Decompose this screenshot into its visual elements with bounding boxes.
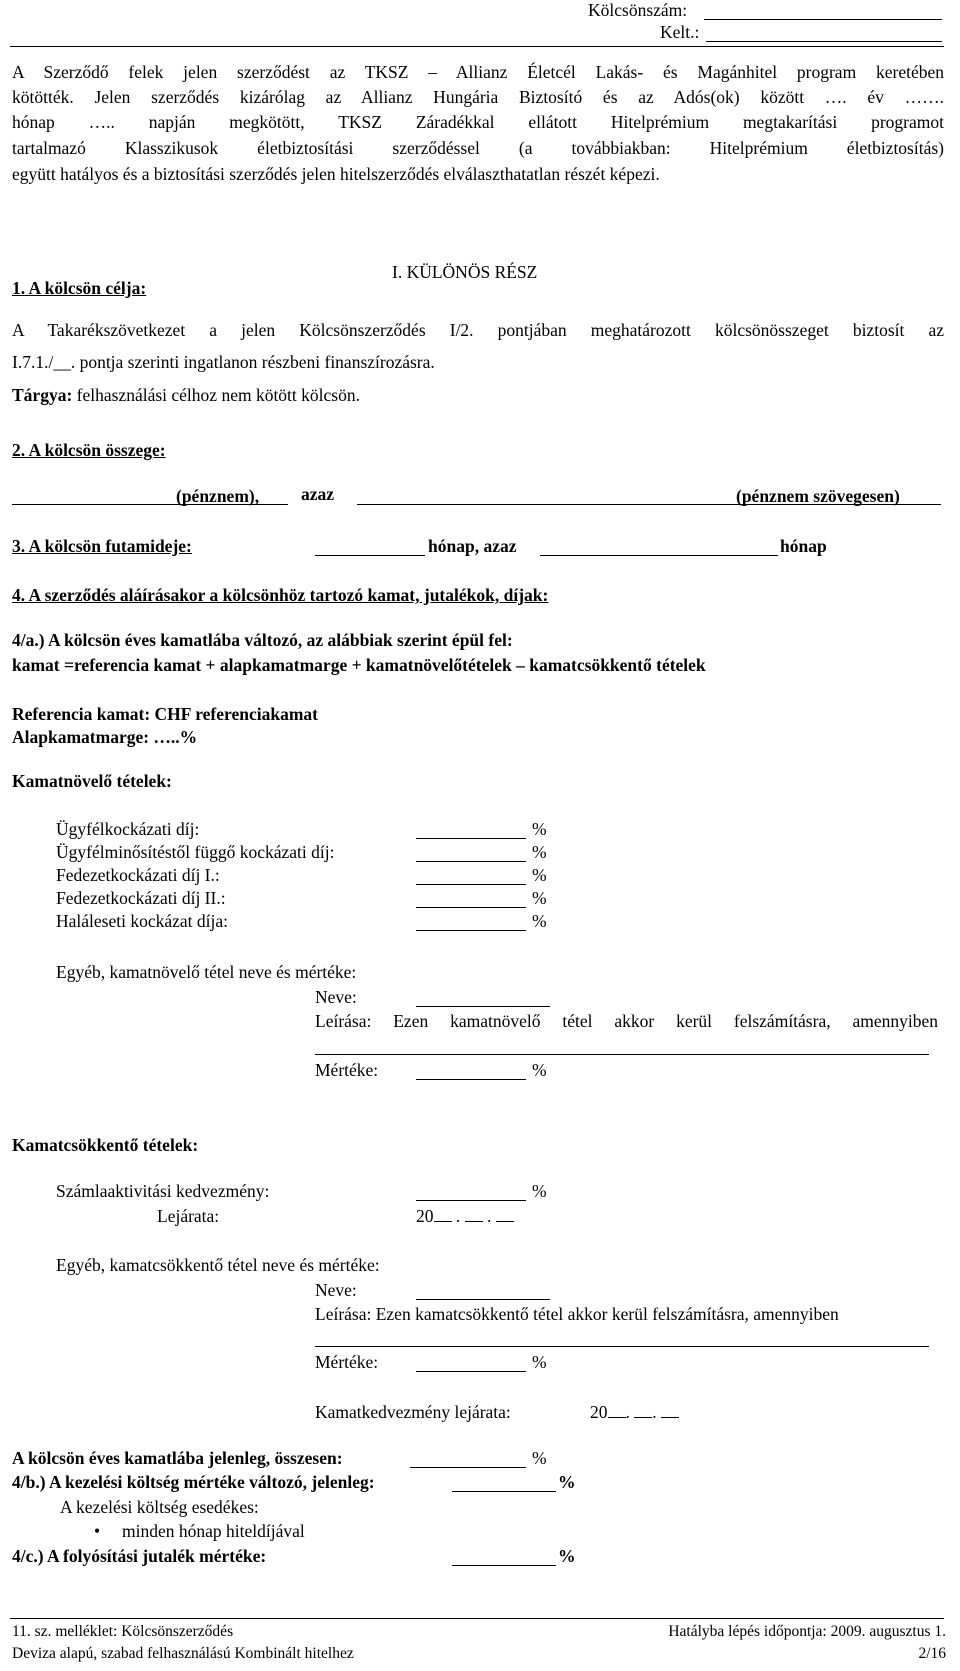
pct-3: % bbox=[532, 865, 547, 885]
increase-blank-4 bbox=[416, 907, 526, 908]
increase-item-4: Fedezetkockázati díj II.: bbox=[56, 888, 226, 908]
increase-rate-pct: % bbox=[532, 1060, 547, 1080]
increase-name-blank bbox=[416, 1006, 550, 1007]
fee-pct: % bbox=[558, 1472, 576, 1492]
decrease-other: Egyéb, kamatcsökkentő tétel neve és mértéke: bbox=[56, 1255, 380, 1275]
annual-rate-blank bbox=[410, 1467, 526, 1468]
increase-desc-blank bbox=[315, 1054, 929, 1055]
header-rule bbox=[10, 46, 944, 47]
decrease-rate-blank bbox=[416, 1371, 526, 1372]
footer-rule bbox=[10, 1618, 944, 1619]
increase-blank-5 bbox=[416, 930, 526, 931]
commission-blank bbox=[452, 1565, 556, 1566]
decrease-rate-pct: % bbox=[532, 1352, 547, 1372]
increase-item-5: Haláleseti kockázat díja: bbox=[56, 911, 229, 931]
pct-2: % bbox=[532, 842, 547, 862]
pct-4: % bbox=[532, 888, 547, 908]
term-blank-1 bbox=[315, 555, 425, 556]
subject-value: felhasználási célhoz nem kötött kölcsön. bbox=[76, 385, 360, 405]
term-month-azaz: hónap, azaz bbox=[428, 536, 517, 556]
increase-item-1: Ügyfélkockázati díj: bbox=[56, 819, 200, 839]
section-4c: 4/c.) A folyósítási jutalék mértéke: bbox=[12, 1546, 267, 1566]
fee-blank bbox=[452, 1491, 556, 1492]
page-number: 2/16 bbox=[918, 1645, 946, 1662]
decrease-name-blank bbox=[416, 1299, 550, 1300]
increase-heading: Kamatnövelő tételek: bbox=[12, 771, 172, 791]
bullet-icon: • bbox=[94, 1521, 101, 1541]
date-blank bbox=[706, 41, 942, 42]
loan-number-label: Kölcsönszám: bbox=[588, 0, 688, 20]
section-4b: 4/b.) A kezelési költség mértéke változó, jelenleg: bbox=[12, 1472, 375, 1492]
currency-label: (pénznem), bbox=[176, 486, 260, 506]
expiry-value: 20 . . bbox=[416, 1206, 514, 1227]
discount-expiry-value: 20 . . bbox=[590, 1402, 679, 1423]
increase-blank-1 bbox=[416, 838, 526, 839]
commission-pct: % bbox=[558, 1546, 576, 1566]
decrease-heading: Kamatcsökkentő tételek: bbox=[12, 1135, 199, 1155]
section-4-heading: 4. A szerződés aláírásakor a kölcsönhöz tartozó kamat, jutalékok, díjak: bbox=[12, 585, 549, 605]
expiry-label: Lejárata: bbox=[157, 1206, 220, 1226]
increase-item-3: Fedezetkockázati díj I.: bbox=[56, 865, 220, 885]
loan-number-blank bbox=[704, 19, 942, 20]
section-1-line-2: I.7.1./__. pontja szerinti ingatlanon részbeni finanszírozásra. bbox=[12, 352, 435, 372]
increase-desc: Leírása: Ezen kamatnövelő tétel akkor kerül felszámításra, amennyiben bbox=[315, 1011, 938, 1031]
currency-text-label: (pénznem szövegesen) bbox=[736, 486, 900, 506]
discount-year-prefix: 20 bbox=[590, 1402, 608, 1422]
term-blank-2 bbox=[540, 555, 778, 556]
intro-line-2: kötötték. Jelen szerződés kizárólag az Allianz Hungária Biztosító és az Adós(ok) között …. év ……. bbox=[12, 87, 944, 107]
section-4a-line-2: kamat =referencia kamat + alapkamatmarge + kamatnövelőtételek – kamatcsökkentő tételek bbox=[12, 655, 706, 675]
decrease-name-label: Neve: bbox=[315, 1280, 357, 1300]
decrease-desc: Leírása: Ezen kamatcsökkentő tétel akkor kerül felszámításra, amennyiben bbox=[315, 1304, 839, 1324]
expiry-year-prefix: 20 bbox=[416, 1206, 434, 1226]
reference-rate: Referencia kamat: CHF referenciakamat bbox=[12, 704, 318, 724]
increase-rate-blank bbox=[416, 1079, 526, 1080]
section-4a-line-1: 4/a.) A kölcsön éves kamatlába változó, az alábbiak szerint épül fel: bbox=[12, 630, 513, 650]
increase-other: Egyéb, kamatnövelő tétel neve és mértéke: bbox=[56, 962, 357, 982]
fee-due-value: minden hónap hiteldíjával bbox=[122, 1521, 305, 1541]
increase-item-2: Ügyfélminősítéstől függő kockázati díj: bbox=[56, 842, 335, 862]
section-2-heading: 2. A kölcsön összege: bbox=[12, 440, 166, 460]
part-title: I. KÜLÖNÖS RÉSZ bbox=[392, 262, 538, 282]
intro-line-3: hónap ….. napján megkötött, TKSZ Záradékkal ellátott Hitelprémium megtakarítási programot bbox=[12, 112, 944, 132]
section-3-heading: 3. A kölcsön futamideje: bbox=[12, 536, 192, 556]
azaz-label: azaz bbox=[301, 484, 335, 504]
increase-rate-label: Mértéke: bbox=[315, 1060, 379, 1080]
intro-line-4: tartalmazó Klasszikusok életbiztosítási szerződéssel (a továbbiakban: Hitelprémium életbiztosítás) bbox=[12, 138, 944, 158]
increase-blank-2 bbox=[416, 861, 526, 862]
pct-1: % bbox=[532, 819, 547, 839]
subject-label: Tárgya: bbox=[12, 385, 73, 405]
footer-right-1: Hatályba lépés időpontja: 2009. augusztus 1. bbox=[668, 1623, 946, 1640]
base-margin: Alapkamatmarge: …..% bbox=[12, 727, 198, 747]
section-1-line-1: A Takarékszövetkezet a jelen Kölcsönszerződés I/2. pontjában meghatározott kölcsönösszeget biztosít az bbox=[12, 320, 944, 340]
footer-left-2: Deviza alapú, szabad felhasználású Kombinált hitelhez bbox=[12, 1645, 354, 1662]
term-month: hónap bbox=[780, 536, 827, 556]
discount-expiry-label: Kamatkedvezmény lejárata: bbox=[315, 1402, 511, 1422]
section-1-subject bbox=[12, 385, 360, 406]
decrease-rate-label: Mértéke: bbox=[315, 1352, 379, 1372]
account-discount-blank bbox=[416, 1200, 526, 1201]
intro-line-1: A Szerződő felek jelen szerződést az TKSZ – Allianz Életcél Lakás- és Magánhitel program keretében bbox=[12, 62, 944, 82]
account-discount-pct: % bbox=[532, 1181, 547, 1201]
account-discount: Számlaaktivitási kedvezmény: bbox=[56, 1181, 270, 1201]
fee-due-label: A kezelési költség esedékes: bbox=[60, 1497, 259, 1517]
section-1-heading: 1. A kölcsön célja: bbox=[12, 278, 147, 298]
date-label: Kelt.: bbox=[660, 22, 700, 42]
pct-5: % bbox=[532, 911, 547, 931]
annual-rate-total: A kölcsön éves kamatlába jelenleg, összesen: bbox=[12, 1448, 343, 1468]
footer-left-1: 11. sz. melléklet: Kölcsönszerződés bbox=[12, 1623, 234, 1640]
increase-blank-3 bbox=[416, 884, 526, 885]
annual-rate-pct: % bbox=[532, 1448, 547, 1468]
intro-line-5: együtt hatályos és a biztosítási szerződés jelen hitelszerződés elválaszthatatlan részét képezi. bbox=[12, 164, 660, 184]
decrease-desc-blank bbox=[315, 1346, 929, 1347]
increase-name-label: Neve: bbox=[315, 987, 357, 1007]
